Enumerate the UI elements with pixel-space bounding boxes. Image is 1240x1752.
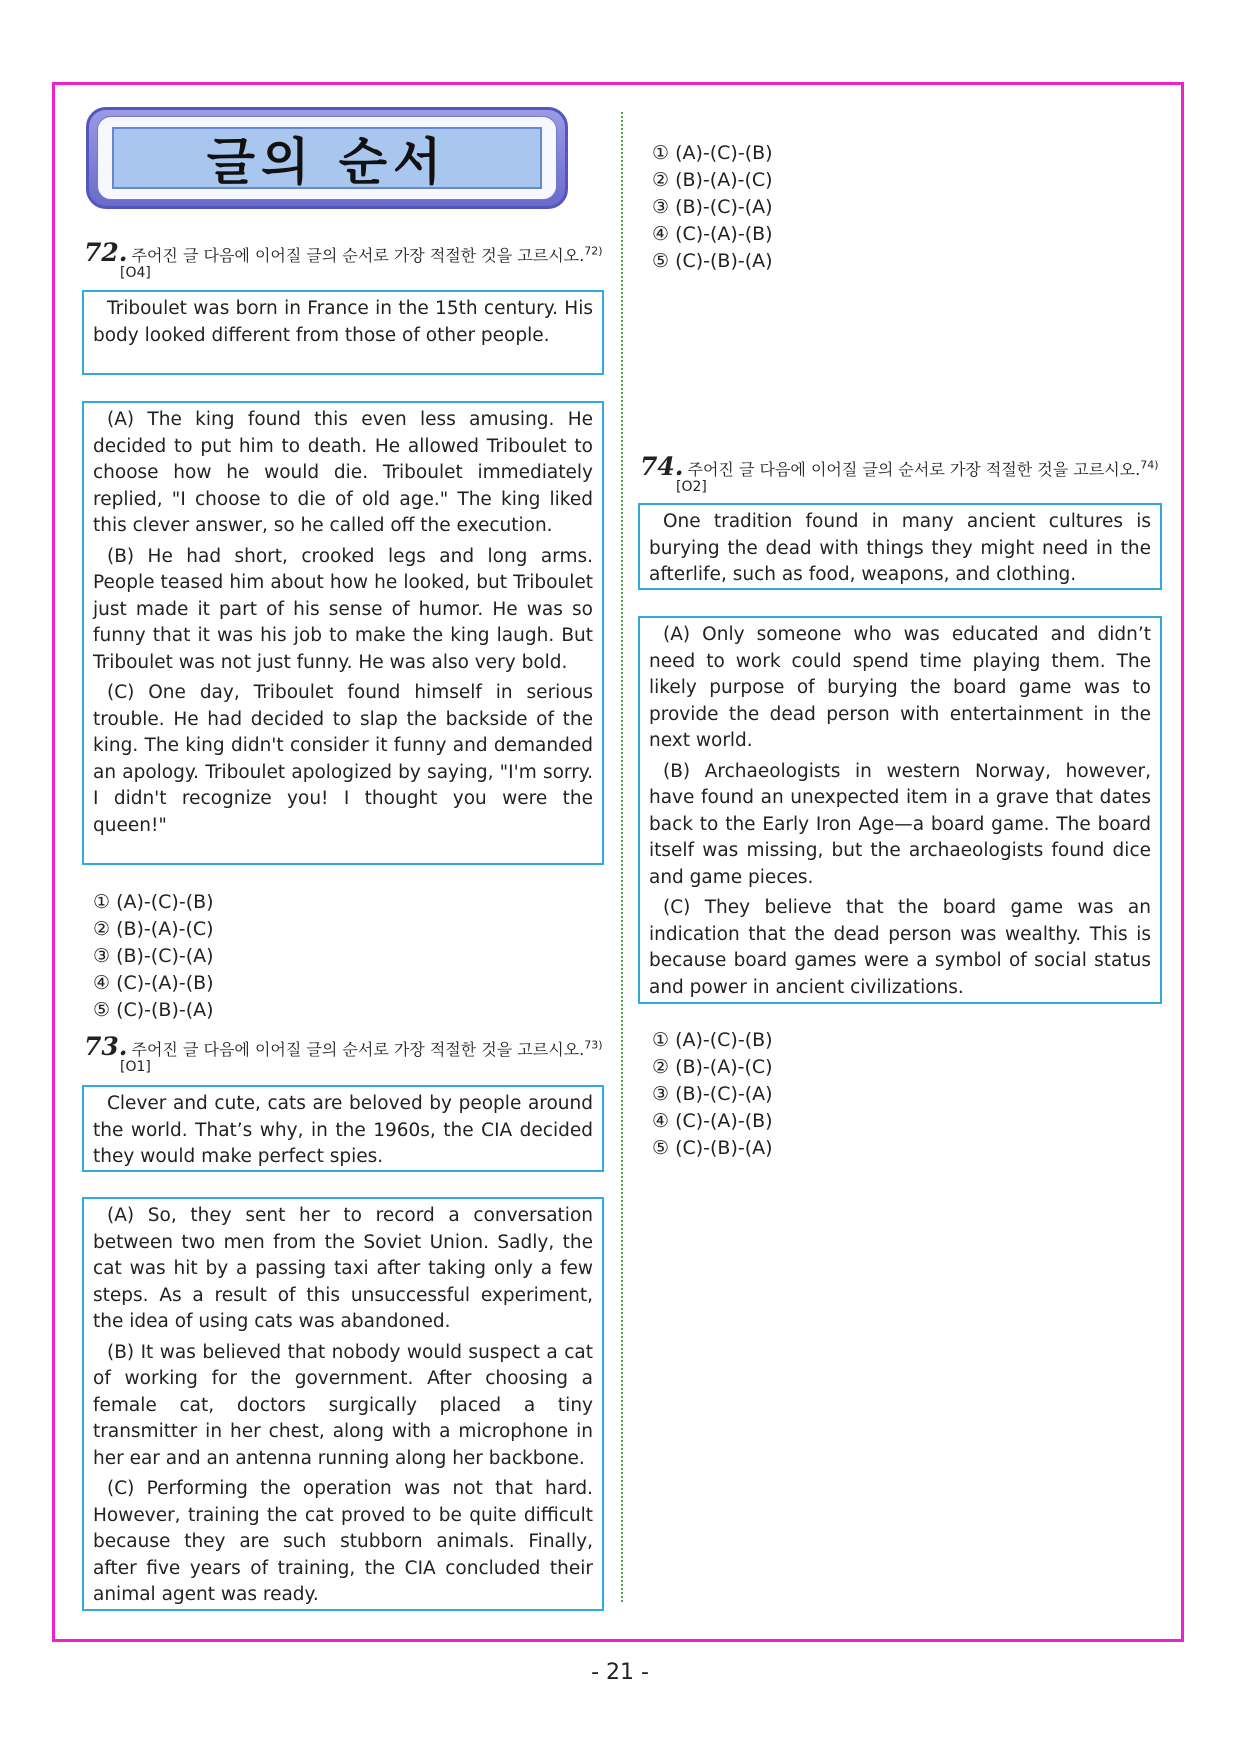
choice-1[interactable]: ① (A)-(C)-(B)	[93, 891, 214, 913]
paragraph-b: (B) It was believed that nobody would suspect a cat of working for the government. After choosing a female cat, doctors surgically placed a tiny transmitter in her chest, along with a microphone in her ear and an antenna running along her backbone.	[93, 1341, 593, 1469]
paragraph-a: (A) So, they sent her to record a conversation between two men from the Soviet Union. Sadly, the cat was hit by a passing taxi after taking only a few steps. As a result of this unsuccessful experiment, the idea of using cats was abandoned.	[93, 1205, 593, 1332]
choice-5[interactable]: ⑤ (C)-(B)-(A)	[652, 1137, 773, 1159]
question-instruction: 주어진 글 다음에 이어질 글의 순서로 가장 적절한 것을 고르시오.	[687, 460, 1141, 479]
question-74-header	[640, 452, 1159, 495]
paragraph-c: (C) One day, Triboulet found himself in serious trouble. He had decided to slap the backside of the king. The king didn't consider it funny and demanded an apology. Triboulet apologized by saying, "I'm sorry. I didn't recognize you! I thought you were the queen!"	[93, 682, 593, 836]
question-instruction: 주어진 글 다음에 이어질 글의 순서로 가장 적절한 것을 고르시오.	[131, 246, 585, 265]
given-text: Clever and cute, cats are beloved by people around the world. That’s why, in the 1960s, the CIA decided they would make perfect spies.	[93, 1093, 593, 1167]
paragraph-a: (A) Only someone who was educated and didn’t need to work could spend time playing them. The likely purpose of burying the board game was to provide the dead person with entertainment in the next world.	[649, 624, 1151, 751]
q72-choices	[93, 889, 553, 1024]
choice-5[interactable]: ⑤ (C)-(B)-(A)	[652, 250, 773, 272]
question-73-header	[84, 1032, 603, 1075]
question-number: 74.	[640, 452, 684, 481]
choice-2[interactable]: ② (B)-(A)-(C)	[652, 1056, 773, 1078]
given-text: One tradition found in many ancient cultures is burying the dead with things they might need in the afterlife, such as food, weapons, and clothing.	[649, 511, 1151, 585]
q72-given-passage	[82, 290, 604, 375]
choice-4[interactable]: ④ (C)-(A)-(B)	[93, 972, 214, 994]
question-72-header	[84, 238, 603, 281]
footnote-mark: 73)	[584, 1038, 603, 1052]
column-divider	[621, 112, 623, 1602]
q73-choices	[652, 140, 1112, 275]
choice-3[interactable]: ③ (B)-(C)-(A)	[652, 1083, 773, 1105]
paragraph-c: (C) They believe that the board game was an indication that the dead person was wealthy. This is because board games were a symbol of social status and power in ancient civilizations.	[649, 897, 1151, 998]
choice-2[interactable]: ② (B)-(A)-(C)	[93, 918, 214, 940]
question-source: [O2]	[676, 479, 707, 495]
question-number: 72.	[84, 238, 128, 267]
q74-ordered-passages	[638, 616, 1162, 1004]
choice-3[interactable]: ③ (B)-(C)-(A)	[93, 945, 214, 967]
footnote-mark: 74)	[1140, 458, 1159, 472]
paragraph-a: (A) The king found this even less amusing. He decided to put him to death. He allowed Triboulet to choose how he would die. Triboulet immediately replied, "I choose to die of old age." The king liked this clever answer, so he called off the execution.	[93, 409, 593, 536]
q72-ordered-passages	[82, 401, 604, 865]
choice-4[interactable]: ④ (C)-(A)-(B)	[652, 1110, 773, 1132]
q73-ordered-passages	[82, 1197, 604, 1611]
given-text: Triboulet was born in France in the 15th century. His body looked different from those of other people.	[93, 298, 593, 346]
q74-choices	[652, 1027, 1112, 1162]
page-number: - 21 -	[591, 1660, 649, 1685]
question-instruction: 주어진 글 다음에 이어질 글의 순서로 가장 적절한 것을 고르시오.	[131, 1040, 585, 1059]
choice-1[interactable]: ① (A)-(C)-(B)	[652, 1029, 773, 1051]
paragraph-b: (B) He had short, crooked legs and long arms. People teased him about how he looked, but Triboulet just made it part of his sense of humor. He was so funny that it was his job to make the king laugh. But Triboulet was not just funny. He was also very bold.	[93, 545, 593, 673]
question-number: 73.	[84, 1032, 128, 1061]
q73-given-passage	[82, 1085, 604, 1172]
question-source: [O4]	[120, 265, 151, 281]
q74-given-passage	[638, 503, 1162, 590]
paragraph-b: (B) Archaeologists in western Norway, however, have found an unexpected item in a grave that dates back to the Early Iron Age—a board game. The board itself was missing, but the archaeologists found dice and game pieces.	[649, 760, 1151, 888]
choice-3[interactable]: ③ (B)-(C)-(A)	[652, 196, 773, 218]
paragraph-c: (C) Performing the operation was not that hard. However, training the cat proved to be quite difficult because they are such stubborn animals. Finally, after five years of training, the CIA concluded their animal agent was ready.	[93, 1478, 593, 1605]
choice-2[interactable]: ② (B)-(A)-(C)	[652, 169, 773, 191]
section-title: 글의 순서	[112, 127, 542, 189]
section-title-banner	[86, 107, 568, 209]
footnote-mark: 72)	[584, 244, 603, 258]
question-source: [O1]	[120, 1059, 151, 1075]
choice-4[interactable]: ④ (C)-(A)-(B)	[652, 223, 773, 245]
choice-1[interactable]: ① (A)-(C)-(B)	[652, 142, 773, 164]
choice-5[interactable]: ⑤ (C)-(B)-(A)	[93, 999, 214, 1021]
